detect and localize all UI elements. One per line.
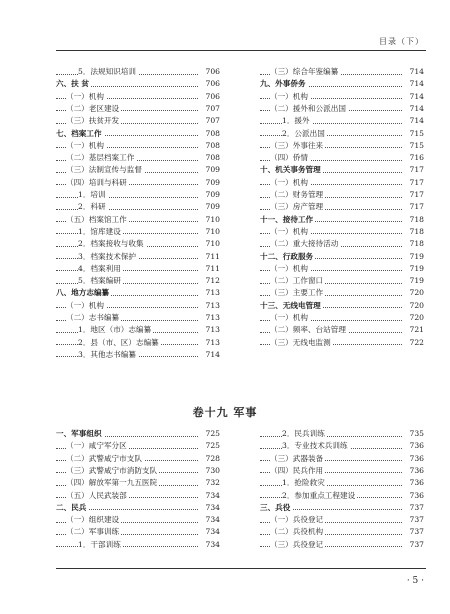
toc-entry-page: 718 [404, 214, 424, 226]
footer-rule [56, 568, 426, 569]
toc-entry-title: （三）兵役登记 [270, 539, 324, 549]
toc-entry [260, 103, 424, 115]
toc-entry [260, 177, 424, 189]
toc-entry-title: （二）老区建设 [66, 103, 120, 113]
toc-entry [56, 465, 220, 477]
toc-entry-page: 728 [200, 453, 220, 465]
toc-entry-title: 5．法规知识培训 [78, 67, 136, 76]
toc-entry [260, 275, 424, 287]
toc-entry-title: （一）机构 [66, 300, 104, 310]
section-title: 卷十九 军事 [192, 406, 258, 419]
toc-entry [260, 428, 424, 440]
toc-section-entry [56, 502, 220, 514]
toc-entry-title: （二）重大接待活动 [270, 239, 339, 249]
toc-entry [260, 477, 424, 489]
toc-entry-page: 706 [200, 91, 220, 103]
toc-entry [56, 263, 220, 275]
toc-entry-page: 716 [404, 152, 424, 164]
toc-entry-title: （二）基层档案工作 [66, 153, 135, 163]
toc-entry [56, 238, 220, 250]
toc-entry-title: 3．其他志书编纂 [78, 349, 136, 359]
toc-entry-page: 734 [200, 490, 220, 502]
toc-entry-title: （二）兵役机构 [270, 527, 324, 537]
toc-entry-title: 2．参加重点工程建设 [282, 490, 356, 500]
toc-entry-title: 三、兵役 [260, 502, 291, 512]
toc-entry-page: 706 [200, 78, 220, 90]
toc-entry-title: （四）解放军第一九五医院 [66, 478, 158, 488]
toc-entry-page: 719 [404, 275, 424, 287]
toc-entry-title: （一）机构 [66, 140, 104, 150]
toc-entry-page: 734 [200, 502, 220, 514]
toc-section-entry [260, 78, 424, 90]
toc-entry-title: 1．抢险救灾 [282, 478, 325, 488]
toc-entry-title: （五）档案馆工作 [66, 214, 127, 224]
toc-entry-page: 719 [404, 263, 424, 275]
toc-entry [260, 140, 424, 152]
toc-entry-page: 719 [404, 251, 424, 263]
toc-entry-title: 3．专业技术兵训练 [282, 441, 348, 451]
toc-entry-title: （五）人民武装部 [66, 490, 127, 500]
toc-entry [260, 539, 424, 551]
toc-entry [56, 324, 220, 336]
toc-entry [260, 263, 424, 275]
toc-entry-title: 2．公派出国 [282, 128, 325, 138]
toc-entry-page: 708 [200, 152, 220, 164]
toc-entry-title: 十三、无线电管理 [260, 300, 321, 310]
toc-entry [260, 238, 424, 250]
toc-entry-page: 706 [200, 66, 220, 78]
toc-entry-page: 707 [200, 103, 220, 115]
toc-entry-page: 714 [404, 115, 424, 127]
toc-entry-page: 707 [200, 115, 220, 127]
toc-entry-title: （四）培训与科研 [66, 177, 127, 187]
toc-entry-page: 714 [404, 103, 424, 115]
toc-entry [56, 514, 220, 526]
toc-entry [56, 66, 220, 78]
toc-entry [56, 337, 220, 349]
toc-section-entry [56, 287, 220, 299]
toc-entry-page: 708 [200, 128, 220, 140]
toc-entry-page: 718 [404, 226, 424, 238]
toc-entry [56, 164, 220, 176]
toc-entry-title: 1．馆库建设 [78, 226, 121, 236]
toc-entry [260, 287, 424, 299]
toc-entry [56, 539, 220, 551]
toc-entry-page: 718 [404, 238, 424, 250]
toc-entry [260, 226, 424, 238]
toc-entry [260, 152, 424, 164]
toc-entry-page: 709 [200, 164, 220, 176]
toc-entry-title: （三）综合年鉴编纂 [270, 67, 339, 76]
toc-entry-page: 717 [404, 189, 424, 201]
toc-entry-page: 721 [404, 324, 424, 336]
toc-entry-title: 2．民兵训练 [282, 429, 325, 438]
header-rule [56, 50, 426, 51]
toc-entry-title: （三）无线电监测 [270, 337, 331, 347]
toc-entry-title: （三）武警咸宁市消防支队 [66, 465, 158, 475]
toc-entry-title: （二）财务管理 [270, 190, 324, 199]
toc-entry-page: 720 [404, 287, 424, 299]
toc-entry [56, 349, 220, 361]
toc-entry-title: （四）民兵作用 [270, 465, 324, 475]
toc-entry-page: 732 [200, 477, 220, 489]
toc-entry-title: （一）机构 [270, 177, 308, 187]
toc-entry-title: 一、军事组织 [56, 429, 102, 438]
toc-entry [260, 324, 424, 336]
toc-entry-title: （一）机构 [270, 91, 308, 101]
toc-entry [56, 140, 220, 152]
toc-entry-title: （二）军事训练 [66, 527, 120, 537]
toc-entry [56, 312, 220, 324]
toc-entry-page: 714 [404, 91, 424, 103]
toc-entry-title: （一）机构 [66, 91, 104, 101]
toc-entry [260, 337, 424, 349]
toc-entry-title: （一）组织建设 [66, 515, 120, 525]
toc-entry [260, 201, 424, 213]
toc-entry [56, 226, 220, 238]
toc-entry-page: 717 [404, 164, 424, 176]
toc-entry-title: 二、民兵 [56, 502, 87, 512]
running-header: 目录（下） [379, 37, 424, 46]
toc-entry-page: 720 [404, 300, 424, 312]
toc-entry-page: 730 [200, 465, 220, 477]
toc-entry-page: 737 [404, 526, 424, 538]
toc-entry-page: 714 [200, 349, 220, 361]
toc-entry-page: 708 [200, 140, 220, 152]
toc-entry [260, 490, 424, 502]
toc-entry [56, 251, 220, 263]
toc-entry-page: 717 [404, 177, 424, 189]
toc-entry-title: 3．档案技术保护 [78, 251, 136, 261]
toc-entry-page: 722 [404, 337, 424, 349]
toc-entry [260, 91, 424, 103]
toc-entry [260, 465, 424, 477]
toc-entry-title: （三）扶贫开发 [66, 116, 120, 126]
toc-entry [56, 189, 220, 201]
toc-entry [260, 514, 424, 526]
toc-section-entry [260, 502, 424, 514]
toc-entry-title: （二）武警咸宁市支队 [66, 453, 142, 463]
toc-entry-title: 十、机关事务管理 [260, 165, 321, 175]
toc-entry-title: （二）频率、台站管理 [270, 325, 346, 335]
toc-entry-page: 735 [404, 428, 424, 440]
toc-entry-title: 1．培训 [78, 190, 106, 199]
toc-entry [56, 177, 220, 189]
toc-entry-page: 710 [200, 214, 220, 226]
toc-entry [56, 440, 220, 452]
toc-entry-title: 1．干部训练 [78, 539, 121, 549]
toc-entry-page: 725 [200, 428, 220, 440]
toc-entry [56, 91, 220, 103]
toc-entry-page: 737 [404, 514, 424, 526]
toc-entry-title: （一）机构 [270, 263, 308, 273]
toc-entry-title: 十二、行政服务 [260, 251, 314, 261]
toc-entry-page: 710 [200, 226, 220, 238]
toc-entry-page: 713 [200, 324, 220, 336]
toc-entry-page: 725 [200, 440, 220, 452]
toc-entry [56, 214, 220, 226]
toc-entry-page: 715 [404, 140, 424, 152]
toc-entry-page: 710 [200, 238, 220, 250]
toc-entry [260, 189, 424, 201]
toc-entry-title: （一）机构 [270, 313, 308, 322]
toc-entry-title: （三）法制宣传与监督 [66, 165, 142, 175]
toc-section-entry [260, 251, 424, 263]
toc-entry-title: （三）外事往来 [270, 140, 324, 150]
toc-entry-page: 736 [404, 465, 424, 477]
toc-entry-title: （三）武器装备 [270, 453, 324, 463]
toc-entry-title: （三）主要工作 [270, 288, 324, 298]
toc-entry-title: （一）兵役登记 [270, 515, 324, 525]
page-number: · 5 · [406, 576, 424, 586]
toc-entry-page: 709 [200, 189, 220, 201]
toc-entry-title: 4．档案利用 [78, 263, 121, 273]
toc-entry [260, 453, 424, 465]
toc-entry-page: 713 [200, 300, 220, 312]
toc-entry-title: 1．援外 [282, 116, 310, 126]
toc-entry-page: 713 [200, 312, 220, 324]
toc-section-entry [56, 128, 220, 140]
toc-entry-title: 2．档案接收与收集 [78, 239, 144, 249]
toc-entry-page: 713 [200, 287, 220, 299]
toc-entry [56, 103, 220, 115]
toc-entry-title: （二）志书编纂 [66, 313, 120, 322]
toc-entry-page: 737 [404, 539, 424, 551]
toc-entry-page: 717 [404, 201, 424, 213]
toc-entry [260, 66, 424, 78]
toc-entry-title: （一）咸宁军分区 [66, 441, 127, 451]
toc-entry-page: 714 [404, 66, 424, 78]
toc-entry-title: （三）房产管理 [270, 202, 324, 212]
toc-entry-page: 736 [404, 490, 424, 502]
toc-entry-page: 734 [200, 514, 220, 526]
toc-entry-page: 734 [200, 539, 220, 551]
toc-entry [56, 526, 220, 538]
toc-entry-page: 709 [200, 177, 220, 189]
toc-entry-title: 八、地方志编纂 [56, 288, 110, 298]
toc-entry [56, 490, 220, 502]
toc-section-entry [56, 428, 220, 440]
toc-entry-page: 736 [404, 477, 424, 489]
toc-entry-title: 六、扶 贫 [56, 79, 90, 89]
toc-entry-title: 七、档案工作 [56, 128, 102, 138]
toc-entry-page: 711 [200, 251, 220, 263]
toc-entry-title: （二）援外和公派出国 [270, 103, 346, 113]
toc-entry-page: 714 [404, 78, 424, 90]
toc-entry-title: （四）侨情 [270, 153, 308, 163]
toc-section-entry [260, 300, 424, 312]
toc-entry [260, 440, 424, 452]
toc-entry [260, 115, 424, 127]
toc-entry-title: 2．县（市、区）志编纂 [78, 337, 159, 347]
toc-entry [56, 300, 220, 312]
toc-entry-title: （一）机构 [270, 226, 308, 236]
toc-entry-page: 713 [200, 337, 220, 349]
toc-section-entry [56, 78, 220, 90]
toc-entry [260, 312, 424, 324]
toc-entry-title: 5．档案编研 [78, 276, 121, 286]
toc-entry [56, 152, 220, 164]
toc-entry-title: 十一、接待工作 [260, 214, 314, 224]
toc-section-entry [260, 214, 424, 226]
toc-entry [56, 115, 220, 127]
toc-entry-title: 九、外事侨务 [260, 79, 306, 89]
toc-entry-page: 715 [404, 128, 424, 140]
toc-entry-page: 734 [200, 526, 220, 538]
toc-entry-title: （二）工作窗口 [270, 276, 324, 286]
toc-entry-page: 712 [200, 275, 220, 287]
toc-section-entry [260, 164, 424, 176]
toc-entry [260, 128, 424, 140]
toc-entry [56, 477, 220, 489]
toc-entry-page: 737 [404, 502, 424, 514]
toc-entry-page: 720 [404, 312, 424, 324]
toc-entry-page: 709 [200, 201, 220, 213]
toc-entry-page: 736 [404, 440, 424, 452]
toc-entry-title: 2．科研 [78, 202, 106, 212]
toc-entry [260, 526, 424, 538]
toc-entry [56, 275, 220, 287]
toc-entry [56, 453, 220, 465]
toc-entry-title: 1．地区（市）志编纂 [78, 325, 152, 335]
toc-entry [56, 201, 220, 213]
toc-entry-page: 711 [200, 263, 220, 275]
toc-entry-page: 736 [404, 453, 424, 465]
